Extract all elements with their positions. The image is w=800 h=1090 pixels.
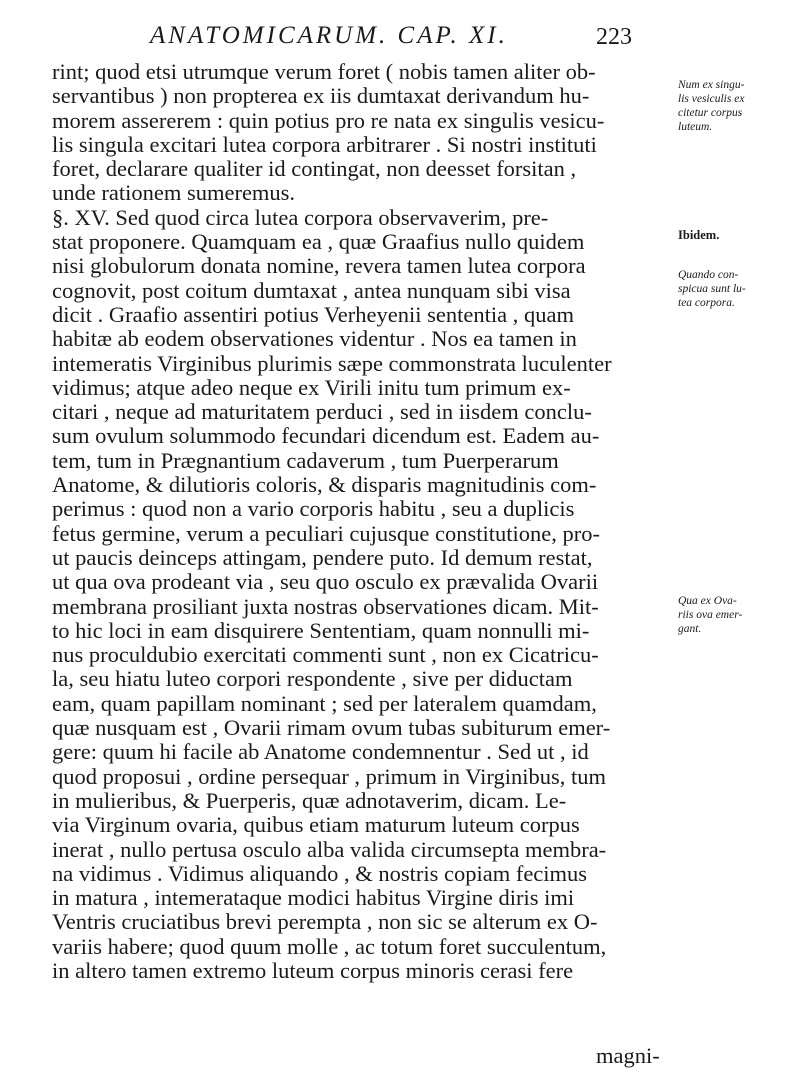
text-line: perimus : quod non a vario corporis habitu , seu a duplicis (52, 497, 575, 522)
margin-note-line: lis vesiculis ex (678, 93, 745, 105)
text-line: to hic loci in eam disquirere Sententiam, quam nonnulli mi- (52, 618, 590, 643)
margin-note-line: gant. (678, 623, 702, 635)
text-line: nisi globulorum donata nomine, revera tamen lutea corpora (52, 254, 586, 279)
text-line: quæ nusquam est , Ovarii rimam ovum tubas subiturum emer- (52, 716, 611, 741)
text-line: na vidimus . Vidimus aliquando , & nostris copiam fecimus (52, 861, 588, 886)
margin-note-line: Quando con- (678, 269, 739, 281)
text-line: rint; quod etsi utrumque verum foret ( nobis tamen aliter ob- (52, 60, 596, 84)
margin-note-line: riis ova emer- (678, 609, 743, 621)
text-line: Anatome, & dilutioris coloris, & disparis magnitudinis com- (52, 473, 597, 498)
text-line: servantibus ) non propterea ex iis dumtaxat derivandum hu- (52, 84, 590, 109)
margin-note-line: Qua ex Ova- (678, 595, 737, 607)
text-line: gere: quum hi facile ab Anatome condemnentur . Sed ut , id (52, 740, 589, 765)
margin-note-vesicles (678, 78, 796, 134)
text-line: la, seu hiatu luteo corpori respondente , sive per diductam (52, 667, 573, 692)
text-line: nus proculdubio exercitati commenti sunt , non ex Cicatricu- (52, 643, 599, 668)
text-line: eam, quam papillam nominant ; sed per lateralem quamdam, (52, 691, 597, 716)
page-number: 223 (596, 24, 632, 50)
text-line: in altero tamen extremo luteum corpus minoris cerasi fere (52, 958, 574, 983)
margin-note-line: tea corpora. (678, 297, 735, 309)
text-line: morem assererem : quin potius pro re nata ex singulis vesicu- (52, 108, 605, 133)
margin-note-ibidem (678, 228, 796, 242)
margin-note-line: Ibidem. (678, 228, 720, 242)
text-line: membrana prosiliant juxta nostras observationes dicam. Mit- (52, 594, 599, 619)
text-line: unde rationem sumeremus. (52, 181, 296, 206)
text-line: tem, tum in Prægnantium cadaverum , tum Puerperarum (52, 448, 559, 473)
text-line: dicit . Graafio assentiri potius Verheyenii sententia , quam (52, 302, 574, 327)
text-line: ut qua ova prodeant via , seu quo osculo ex prævalida Ovarii (52, 570, 599, 595)
text-line: citari , neque ad maturitatem perduci , sed in iisdem conclu- (52, 400, 592, 425)
text-line: inerat , nullo pertusa osculo alba valida circumsepta membra- (52, 837, 607, 862)
margin-note-line: citetur corpus (678, 107, 743, 119)
margin-note-ova (678, 594, 796, 636)
text-line: fetus germine, verum a peculiari cujusque constitutione, pro- (52, 521, 600, 546)
text-line: via Virginum ovaria, quibus etiam maturum luteum corpus (52, 813, 580, 838)
text-line: variis habere; quod quum molle , ac totum foret succulentum, (52, 934, 607, 959)
text-line: lis singula excitari lutea corpora arbitrarer . Si nostri instituti (52, 132, 597, 157)
text-line: cognovit, post coitum dumtaxat , antea nunquam sibi visa (52, 278, 571, 303)
text-line: Ventris cruciatibus brevi perempta , non sic se alterum ex O- (52, 910, 598, 935)
text-line: in matura , intemerataque modici habitus Virgine diris imi (52, 886, 575, 911)
margin-note-conspicuous (678, 268, 796, 310)
text-line: quod proposui , ordine persequar , primum in Virginibus, tum (52, 764, 607, 789)
running-title: ANATOMICARUM. CAP. XI. (150, 22, 508, 49)
text-line: foret, declarare qualiter id contingat, non deesset forsitan , (52, 157, 577, 182)
text-line: habitæ ab eodem observationes videntur . Nos ea tamen in (52, 327, 577, 352)
text-line: stat proponere. Quamquam ea , quæ Graafius nullo quidem (52, 230, 585, 255)
text-line: in mulieribus, & Puerperis, quæ adnotaverim, dicam. Le- (52, 788, 567, 813)
main-text-block (52, 60, 680, 983)
text-line: sum ovulum solummodo fecundari dicendum est. Eadem au- (52, 424, 600, 449)
catchword: magni- (596, 1043, 660, 1068)
margin-note-line: spicua sunt lu- (678, 283, 746, 295)
margin-note-line: Num ex singu- (678, 79, 745, 91)
text-line: intemeratis Virginibus plurimis sæpe commonstrata luculenter (52, 351, 612, 376)
text-line: ut paucis deinceps attingam, pendere puto. Id demum restat, (52, 545, 593, 570)
margin-note-line: luteum. (678, 121, 713, 133)
section-heading-line: §. XV. Sed quod circa lutea corpora observaverim, pre- (52, 205, 549, 230)
text-line: vidimus; atque adeo neque ex Virili initu tum primum ex- (52, 375, 571, 400)
